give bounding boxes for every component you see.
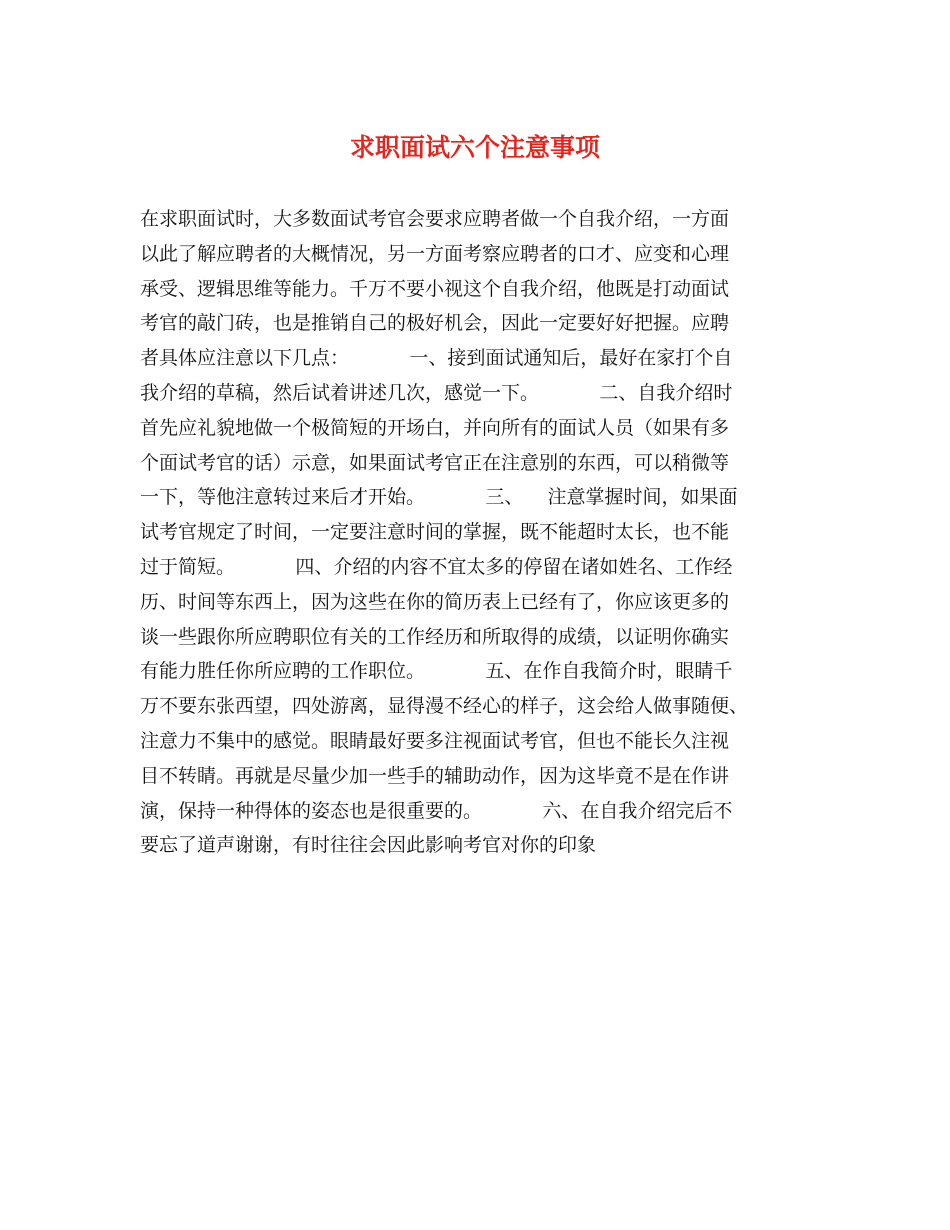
body-line: 万不要东张西望，四处游离，显得漫不经心的样子，这会给人做事随便、	[140, 695, 749, 718]
body-line: 要忘了道声谢谢，有时往往会因此影响考官对你的印象	[140, 834, 597, 857]
body-line: 个面试考官的话）示意，如果面试考官正在注意别的东西，可以稍微等	[140, 451, 730, 474]
body-line: 者具体应注意以下几点： 一、接到面试通知后，最好在家打个自	[140, 347, 733, 370]
body-line: 目不转睛。再就是尽量少加一些手的辅助动作，因为这毕竟不是在作讲	[140, 764, 730, 787]
body-line: 谈一些跟你所应聘职位有关的工作经历和所取得的成绩，以证明你确实	[140, 625, 730, 648]
body-line: 过于简短。 四、介绍的内容不宜太多的停留在诸如姓名、工作经	[140, 555, 733, 578]
body-line: 注意力不集中的感觉。眼睛最好要多注视面试考官，但也不能长久注视	[140, 729, 730, 752]
body-line: 考官的敲门砖，也是推销自己的极好机会，因此一定要好好把握。应聘	[140, 312, 730, 335]
body-line: 首先应礼貌地做一个极简短的开场白，并向所有的面试人员（如果有多	[140, 416, 730, 439]
body-line: 历、时间等东西上，因为这些在你的简历表上已经有了，你应该更多的	[140, 590, 730, 613]
body-line: 一下，等他注意转过来后才开始。 三、 注意掌握时间，如果面	[140, 486, 738, 509]
body-line: 有能力胜任你所应聘的工作职位。 五、在作自我简介时，眼睛千	[140, 660, 733, 683]
document-body	[140, 202, 830, 863]
body-line: 在求职面试时，大多数面试考官会要求应聘者做一个自我介绍，一方面	[140, 208, 730, 230]
body-line: 演，保持一种得体的姿态也是很重要的。 六、在自我介绍完后不	[140, 799, 733, 822]
body-line: 试考官规定了时间，一定要注意时间的掌握，既不能超时太长，也不能	[140, 521, 730, 544]
body-line: 以此了解应聘者的大概情况，另一方面考察应聘者的口才、应变和心理	[140, 242, 730, 265]
body-line: 我介绍的草稿，然后试着讲述几次，感觉一下。 二、自我介绍时	[140, 381, 733, 404]
body-line: 承受、逻辑思维等能力。千万不要小视这个自我介绍，他既是打动面试	[140, 277, 730, 300]
document-title: 求职面试六个注意事项	[349, 133, 600, 162]
